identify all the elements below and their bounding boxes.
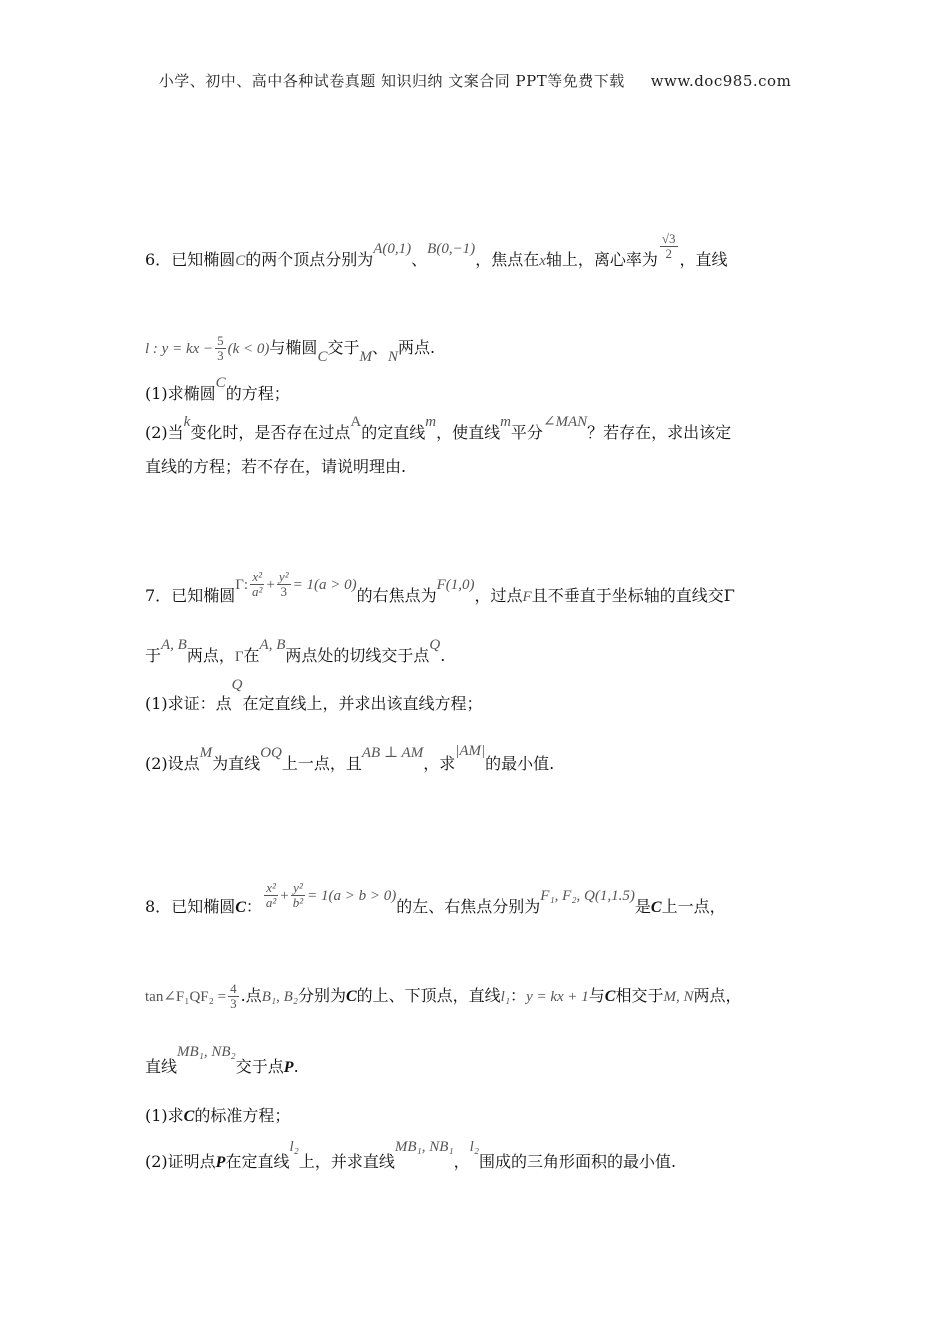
math-m: m	[425, 414, 437, 430]
text: (1)求椭圆	[145, 384, 216, 403]
text: (2)设点	[145, 754, 200, 773]
math-equation: = 1(a > 0)	[292, 577, 357, 593]
math-plus: +	[280, 888, 289, 904]
text: 已知椭圆	[171, 586, 236, 605]
header-text: 小学、初中、高中各种试卷真题 知识归纳 文案合同 PPT等免费下载	[158, 72, 625, 90]
frac-num: y²	[293, 880, 303, 895]
math-AB: A, B	[259, 637, 286, 653]
frac-num: √3	[661, 231, 676, 246]
math-perpendicular: AB ⊥ AM	[361, 745, 424, 761]
text: 为直线	[212, 754, 261, 773]
text: .	[293, 1057, 299, 1076]
math-x: x	[539, 253, 546, 269]
math-OQ: OQ	[260, 745, 282, 761]
math-abs-AM: |AM|	[455, 743, 486, 759]
text: 已知椭圆	[171, 250, 236, 269]
math-C: C	[183, 1108, 195, 1125]
text: 相交于	[615, 986, 664, 1005]
math-line-l: l : y = kx −	[145, 341, 214, 357]
text: 是	[634, 897, 651, 916]
problem-6-line-1	[145, 231, 728, 275]
math-equation: = 1(a > b > 0)	[307, 888, 397, 904]
fraction-y2-b2	[291, 881, 305, 910]
math-point-B: B(0,−1)	[427, 241, 476, 257]
problem-7-line-1	[145, 569, 735, 611]
math-l2: l₂	[469, 1139, 480, 1155]
math-l2: l₂	[289, 1139, 299, 1155]
text: .	[440, 646, 446, 665]
text: 的最小值.	[485, 754, 555, 773]
math-m: m	[500, 414, 511, 430]
fraction-5-3	[215, 334, 226, 363]
math-MB1-NB1: MB₁, NB₁	[394, 1139, 454, 1155]
math-plus: +	[266, 577, 275, 593]
math-condition: (k < 0)	[227, 341, 270, 357]
text: (2)证明点	[145, 1152, 216, 1171]
page-header	[0, 70, 950, 91]
fraction-x2-a2	[264, 881, 278, 910]
math-gamma: Γ	[234, 649, 244, 665]
text: 、	[411, 250, 428, 269]
text: 与椭圆	[269, 338, 318, 357]
math-gamma: Γ:	[235, 577, 249, 593]
text: 交于	[327, 338, 360, 357]
text: 交于点	[235, 1057, 284, 1076]
text: 轴上，离心率为	[545, 250, 658, 269]
math-C: C	[215, 375, 226, 391]
text: 的左、右焦点分别为	[396, 897, 541, 916]
fraction-4-3	[228, 982, 239, 1011]
math-k: k	[183, 414, 191, 430]
text: 已知椭圆	[171, 897, 236, 916]
frac-num: 4	[230, 981, 237, 996]
frac-den: 3	[277, 584, 291, 599]
text: ，过点	[474, 586, 523, 605]
math-foci-Q: F₁, F₂, Q(1,1.5)	[540, 888, 635, 904]
text: 直线	[145, 1057, 178, 1076]
problem-number: 8．	[145, 897, 172, 916]
problem-8-q2	[145, 1139, 677, 1175]
math-Q: Q	[231, 677, 243, 693]
math-P: P	[283, 1059, 294, 1076]
problem-6-line-2	[145, 334, 435, 363]
math-line-equation: y = kx + 1	[526, 989, 589, 1005]
text: 分别为	[297, 986, 346, 1005]
text: ？若存在，求出该定	[587, 423, 732, 442]
text: 在	[243, 646, 260, 665]
problem-6-q1	[145, 375, 290, 407]
text: 于	[145, 646, 162, 665]
text: 两点，	[186, 646, 235, 665]
fraction-x2-a2	[250, 570, 264, 599]
problem-number: 6．	[145, 250, 172, 269]
math-F: F	[522, 589, 532, 605]
problem-8-line-2	[145, 982, 742, 1011]
math-C: C	[235, 253, 246, 269]
frac-den: 3	[217, 348, 224, 363]
math-MB1-NB2: MB₁, NB₂	[177, 1044, 236, 1060]
math-M: M	[199, 745, 213, 761]
text: 两点.	[398, 338, 436, 357]
text: 在定直线	[225, 1152, 290, 1171]
math-Q: Q	[429, 637, 441, 653]
fraction-y2-3	[277, 570, 291, 599]
problem-6-q2-cont	[145, 455, 406, 479]
text: (2)当	[145, 423, 184, 442]
frac-den: 3	[230, 996, 237, 1011]
text: 在定直线上，并求出该直线方程；	[242, 694, 483, 713]
text: ，直线	[679, 250, 728, 269]
problem-7-line-2	[145, 637, 446, 669]
text: 两点处的切线交于点	[285, 646, 430, 665]
frac-den: a²	[265, 895, 277, 910]
math-C: C	[650, 899, 662, 916]
math-tan: tan∠F₁QF₂ =	[145, 989, 227, 1005]
text: 的上、下顶点，直线	[356, 986, 501, 1005]
text: ：	[245, 897, 262, 916]
frac-num: x²	[252, 569, 263, 584]
frac-den: b²	[292, 895, 304, 910]
math-MN: M, N	[663, 989, 694, 1005]
text: ，求	[423, 754, 456, 773]
math-N: N	[387, 349, 398, 365]
text: ，	[453, 1152, 470, 1171]
math-C: C	[235, 899, 246, 916]
text: 的两个顶点分别为	[245, 250, 374, 269]
text: 围成的三角形面积的最小值.	[479, 1152, 677, 1171]
problem-7-q1	[145, 677, 483, 717]
text: 的右焦点为	[356, 586, 437, 605]
text: 变化时，是否存在过点	[190, 423, 351, 442]
text: (1)求	[145, 1106, 184, 1125]
math-angle-MAN: ∠MAN	[542, 414, 588, 430]
math-C: C	[604, 988, 616, 1005]
problem-number: 7．	[145, 586, 172, 605]
math-P: P	[215, 1154, 226, 1171]
text: 与	[588, 986, 605, 1005]
math-M: M	[359, 349, 372, 365]
text: ，使直线	[436, 423, 501, 442]
math-C: C	[317, 349, 328, 365]
problem-7-q2	[145, 743, 555, 777]
frac-num: y²	[278, 569, 289, 584]
eccentricity-fraction	[660, 232, 678, 261]
frac-num: x²	[266, 880, 276, 895]
problem-8-q1	[145, 1104, 290, 1129]
problem-6-q2	[145, 414, 732, 446]
problem-8-line-3	[145, 1044, 299, 1080]
text: 两点，	[693, 986, 742, 1005]
text: 的定直线	[361, 423, 426, 442]
text: 且不垂直于坐标轴的直线交Γ	[531, 586, 735, 605]
text: 直线的方程；若不存在，请说明理由.	[145, 457, 407, 476]
math-point-F: F(1,0)	[436, 577, 475, 593]
text: ，焦点在	[475, 250, 540, 269]
text: (1)求证：点	[145, 694, 232, 713]
problem-8-line-1	[145, 880, 726, 922]
header-url: www.doc985.com	[650, 72, 792, 90]
text: 上一点，	[661, 897, 726, 916]
frac-num: 5	[217, 333, 224, 348]
text: 的方程；	[225, 384, 290, 403]
math-AB: A, B	[161, 637, 187, 653]
math-A: A	[350, 414, 362, 430]
frac-den: a²	[252, 584, 263, 599]
text: .点	[240, 986, 262, 1005]
text: ：	[510, 986, 527, 1005]
text: 上，并求直线	[298, 1152, 395, 1171]
math-point-A: A(0,1)	[373, 241, 412, 257]
frac-den: 2	[660, 246, 678, 261]
text: 的标准方程；	[194, 1106, 291, 1125]
text: 平分	[510, 423, 543, 442]
math-C: C	[345, 988, 357, 1005]
math-l1: l₁	[500, 989, 511, 1005]
text: 、	[371, 338, 388, 357]
text: 上一点，且	[281, 754, 362, 773]
math-B1-B2: B₁, B₂	[261, 989, 298, 1005]
